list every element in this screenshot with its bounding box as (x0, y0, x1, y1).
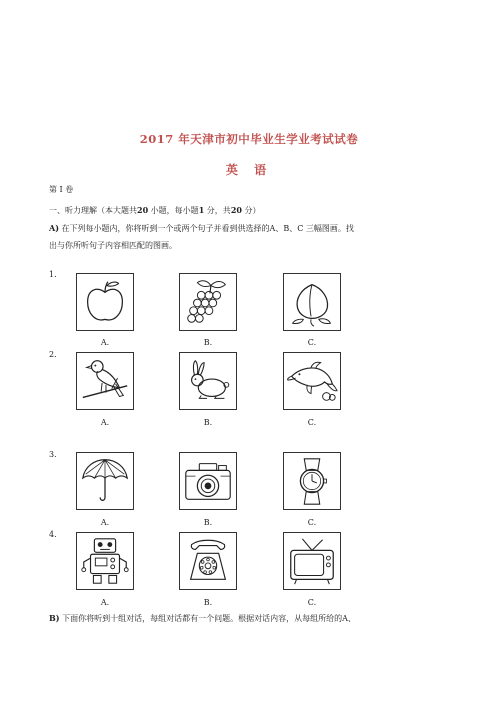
option-label: A. (100, 418, 110, 427)
option-picture-robot[interactable] (76, 532, 134, 590)
option-picture-television[interactable] (283, 532, 341, 590)
option-label: C. (307, 598, 317, 607)
option-picture-peach[interactable] (283, 273, 341, 331)
camera-icon (180, 453, 236, 509)
umbrella-icon (77, 453, 133, 509)
rabbit-icon (180, 353, 236, 409)
option-label: A. (100, 598, 110, 607)
bird-icon (77, 353, 133, 409)
option-picture-telephone[interactable] (179, 532, 237, 590)
option-label: B. (203, 598, 213, 607)
part1-total-points: 20 (230, 205, 242, 215)
option-label: C. (307, 338, 317, 347)
page-title: 2017 年天津市初中毕业生学业考试试卷 (139, 132, 359, 146)
part1-points-each: 1 (198, 205, 205, 215)
part1-heading-suffix: 分） (241, 206, 261, 215)
option-label: C. (307, 518, 317, 527)
television-icon (284, 533, 340, 589)
volume-label: 第 I 卷 (49, 185, 74, 194)
option-picture-rabbit[interactable] (179, 352, 237, 410)
part1-count: 20 (137, 205, 149, 215)
question-number: 1. (49, 270, 57, 279)
instruction-a-line1 (49, 223, 354, 234)
instruction-a-marker: A) (49, 223, 59, 233)
option-label: B. (203, 338, 213, 347)
question-number: 3. (49, 450, 57, 459)
instruction-a-text: 在下列每小题内，你将听到一个或两个句子并看到供选择的A、B、C 三幅图画。找 (59, 224, 354, 233)
dolphin-icon (284, 353, 340, 409)
part1-heading-prefix: 一、听力理解（本大题共 (49, 206, 137, 215)
option-picture-apple[interactable] (76, 273, 134, 331)
option-label: A. (100, 338, 110, 347)
instruction-b-line1 (49, 613, 356, 624)
option-picture-umbrella[interactable] (76, 452, 134, 510)
option-label: B. (203, 418, 213, 427)
option-label: B. (203, 518, 213, 527)
grapes-icon (180, 274, 236, 330)
option-label: C. (307, 418, 317, 427)
question-number: 4. (49, 530, 57, 539)
option-picture-camera[interactable] (179, 452, 237, 510)
option-picture-grapes[interactable] (179, 273, 237, 331)
option-picture-dolphin[interactable] (283, 352, 341, 410)
part1-heading (49, 205, 261, 216)
peach-icon (284, 274, 340, 330)
watch-icon (284, 453, 340, 509)
instruction-b-marker: B) (49, 613, 60, 623)
part1-heading-mid1: 小题，每小题 (148, 206, 199, 215)
instruction-b-text: 下面你将听到十组对话，每组对话都有一个问题。根据对话内容，从每组所给的A、 (59, 614, 356, 623)
telephone-icon (180, 533, 236, 589)
instruction-a-line2: 出与你所听句子内容相匹配的图画。 (49, 241, 177, 250)
question-number: 2. (49, 350, 57, 359)
option-picture-watch[interactable] (283, 452, 341, 510)
subject-title: 英 语 (225, 163, 273, 177)
part1-heading-mid2: 分，共 (204, 206, 231, 215)
option-picture-bird[interactable] (76, 352, 134, 410)
robot-icon (77, 533, 133, 589)
apple-icon (77, 274, 133, 330)
option-label: A. (100, 518, 110, 527)
